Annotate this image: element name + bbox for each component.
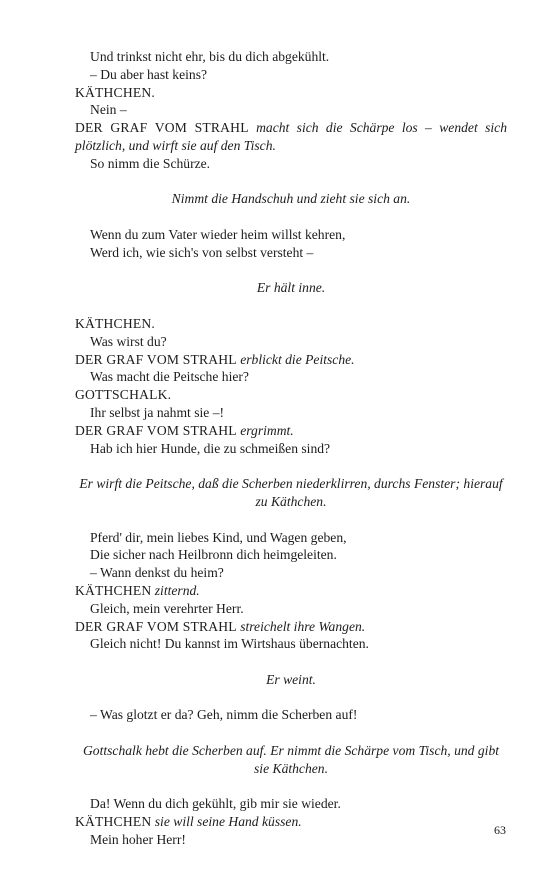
stage-direction: zitternd. <box>154 582 200 598</box>
speaker-name: GOTTSCHALK. <box>75 387 172 403</box>
verse-line: Pferd' dir, mein liebes Kind, und Wagen geben, <box>90 529 347 545</box>
stage-direction: erblickt die Peitsche. <box>240 351 355 367</box>
verse-line: Gleich nicht! Du kannst im Wirtshaus übernachten. <box>90 636 369 652</box>
speaker-name: DER GRAF VOM STRAHL <box>75 422 237 438</box>
verse-line: – Du aber hast keins? <box>90 66 208 82</box>
verse-line: Was macht die Peitsche hier? <box>90 369 249 385</box>
verse-line: Nein – <box>90 102 127 118</box>
verse-line: Und trinkst nicht ehr, bis du dich abgekühlt. <box>90 49 330 64</box>
verse-line: Ihr selbst ja nahmt sie –! <box>90 404 225 420</box>
play-text <box>75 48 507 849</box>
verse-line: Wenn du zum Vater wieder heim willst kehren, <box>90 226 346 242</box>
speaker-name: KÄTHCHEN. <box>75 315 155 331</box>
verse-line: Hab ich hier Hunde, die zu schmeißen sind? <box>90 440 331 456</box>
page-number: 63 <box>494 823 506 837</box>
stage-direction-block: Nimmt die Handschuh und zieht sie sich an. <box>171 191 411 207</box>
verse-line: – Wann denkst du heim? <box>90 565 224 581</box>
stage-direction: streichelt ihre Wangen. <box>240 618 366 634</box>
speaker-with-direction <box>75 119 507 155</box>
speaker-with-direction <box>75 813 507 831</box>
stage-direction: sie will seine Hand küssen. <box>154 814 302 830</box>
stage-direction-block: Gottschalk hebt die Scherben auf. Er nimmt die Schärpe vom Tisch, und gibt sie Käthchen. <box>82 743 500 776</box>
verse-line: Mein hoher Herr! <box>90 832 186 848</box>
speaker-with-direction <box>75 351 507 369</box>
verse-line: Werd ich, wie sich's von selbst versteht – <box>90 244 314 260</box>
speaker-name: KÄTHCHEN <box>75 582 152 598</box>
stage-direction: macht sich die Schärpe los – wendet sich plötzlich, und wirft sie auf den Tisch. <box>75 120 507 153</box>
verse-line: Da! Wenn du dich gekühlt, gib mir sie wieder. <box>90 796 341 812</box>
verse-line: Was wirst du? <box>90 333 167 349</box>
stage-direction-block: Er weint. <box>266 671 316 687</box>
stage-direction: ergrimmt. <box>240 422 294 438</box>
speaker-with-direction <box>75 618 507 636</box>
stage-direction-block: Er wirft die Peitsche, daß die Scherben niederklirren, durchs Fenster; hierauf zu Käthchen. <box>79 476 503 509</box>
verse-line: Die sicher nach Heilbronn dich heimgeleiten. <box>90 547 337 563</box>
stage-direction-block: Er hält inne. <box>256 280 326 296</box>
speaker-name: DER GRAF VOM STRAHL <box>75 120 249 136</box>
verse-line: So nimm die Schürze. <box>90 155 211 171</box>
speaker-with-direction <box>75 422 507 440</box>
verse-line: – Was glotzt er da? Geh, nimm die Scherben auf! <box>90 707 358 723</box>
speaker-with-direction <box>75 582 507 600</box>
speaker-name: DER GRAF VOM STRAHL <box>75 351 237 367</box>
verse-line: Gleich, mein verehrter Herr. <box>90 600 244 616</box>
speaker-name: KÄTHCHEN. <box>75 84 155 100</box>
speaker-name: DER GRAF VOM STRAHL <box>75 618 237 634</box>
speaker-name: KÄTHCHEN <box>75 814 152 830</box>
